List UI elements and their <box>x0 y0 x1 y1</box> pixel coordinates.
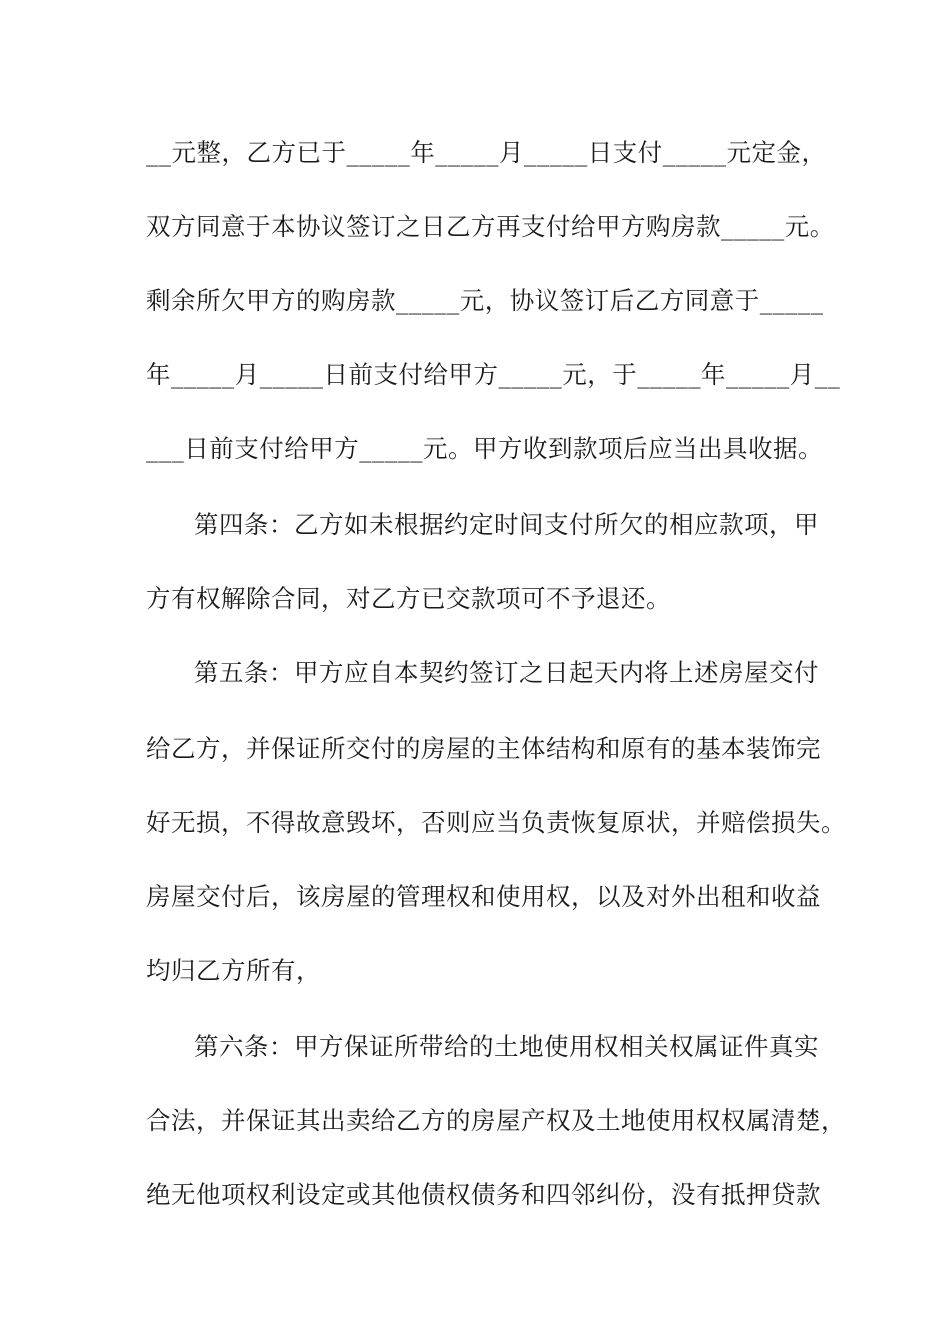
text-line: 年_____月_____日前支付给甲方_____元，于_____年_____月__ <box>146 360 841 389</box>
text-line: 给乙方，并保证所交付的房屋的主体结构和原有的基本装饰完 <box>146 734 821 763</box>
text-line: ___日前支付给甲方_____元。甲方收到款项后应当出具收据。 <box>146 434 823 463</box>
text-line: 均归乙方所有， <box>146 956 321 985</box>
text-line: 绝无他项权利设定或其他债权债务和四邻纠份，没有抵押贷款 <box>146 1180 821 1209</box>
article-5-heading-line: 第五条：甲方应自本契约签订之日起天内将上述房屋交付 <box>194 658 819 687</box>
article-4-heading-line: 第四条：乙方如未根据约定时间支付所欠的相应款项，甲 <box>194 510 819 539</box>
article-6-heading-line: 第六条：甲方保证所带给的土地使用权相关权属证件真实 <box>194 1032 819 1061</box>
text-line: 方有权解除合同，对乙方已交款项可不予退还。 <box>146 584 671 613</box>
text-line: 剩余所欠甲方的购房款_____元，协议签订后乙方同意于_____ <box>146 286 824 315</box>
text-line: 双方同意于本协议签订之日乙方再支付给甲方购房款_____元。 <box>146 212 835 241</box>
text-line: 房屋交付后，该房屋的管理权和使用权，以及对外出租和收益 <box>146 882 821 911</box>
text-line: 合法，并保证其出卖给乙方的房屋产权及土地使用权权属清楚， <box>146 1106 846 1135</box>
text-line: __元整，乙方已于_____年_____月_____日支付_____元定金， <box>146 138 827 167</box>
text-line: 好无损，不得故意毁坏，否则应当负责恢复原状，并赔偿损失。 <box>146 808 846 837</box>
